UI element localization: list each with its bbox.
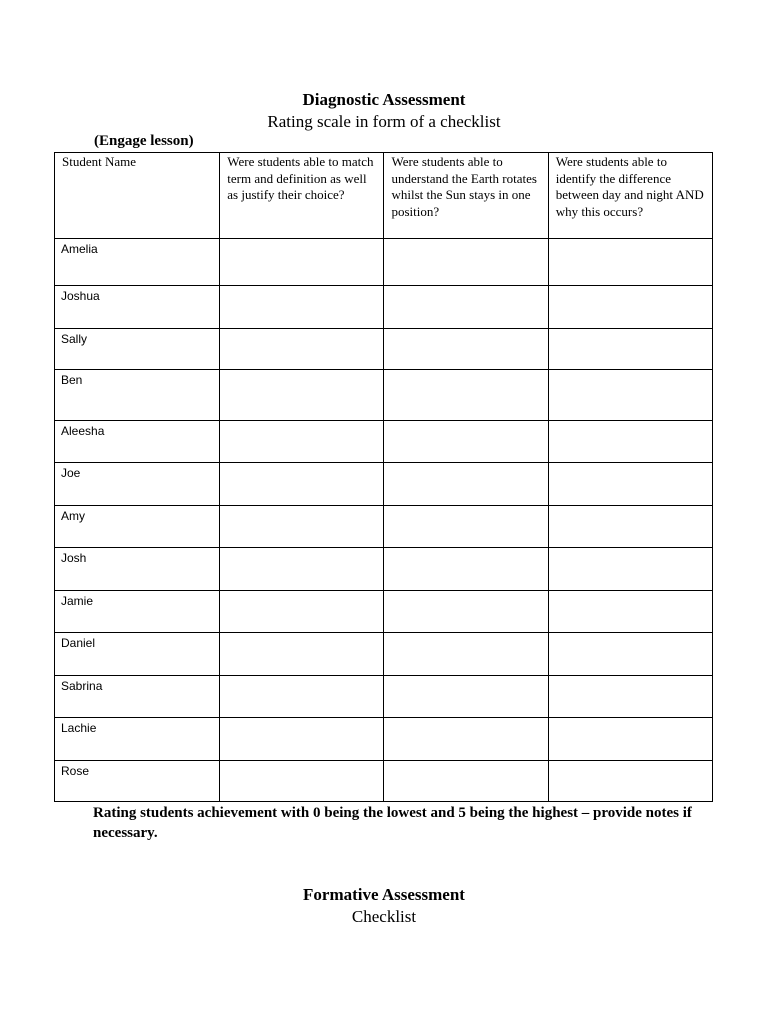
rating-cell-q1[interactable] [220,421,384,463]
rating-cell-q2[interactable] [384,329,548,370]
rating-cell-q2[interactable] [384,761,548,802]
rating-cell-q1[interactable] [220,506,384,548]
rating-cell-q2[interactable] [384,421,548,463]
student-name-cell: Sabrina [55,676,220,718]
rating-cell-q2[interactable] [384,286,548,329]
rating-cell-q1[interactable] [220,370,384,421]
student-name-cell: Ben [55,370,220,421]
rating-cell-q3[interactable] [548,591,712,633]
rating-cell-q1[interactable] [220,676,384,718]
student-name-cell: Sally [55,329,220,370]
rating-cell-q3[interactable] [548,239,712,286]
student-name-cell: Lachie [55,718,220,761]
table-row [55,329,713,370]
rating-cell-q1[interactable] [220,633,384,676]
student-name-cell: Josh [55,548,220,591]
diagnostic-title: Diagnostic Assessment [302,90,466,109]
table-row [55,506,713,548]
table-row [55,676,713,718]
formative-subtitle: Checklist [351,907,417,926]
rating-cell-q2[interactable] [384,633,548,676]
student-name-cell: Daniel [55,633,220,676]
student-name-cell: Aleesha [55,421,220,463]
rating-cell-q1[interactable] [220,463,384,506]
student-name-cell: Joshua [55,286,220,329]
rating-cell-q1[interactable] [220,718,384,761]
table-header-row [55,153,713,239]
table-row [55,463,713,506]
header-question-3: Were students able to identify the difference between day and night AND why this occurs? [548,153,712,239]
rating-cell-q2[interactable] [384,718,548,761]
lesson-label: (Engage lesson) [94,133,194,149]
table-row [55,633,713,676]
rating-cell-q2[interactable] [384,506,548,548]
rating-cell-q3[interactable] [548,676,712,718]
rating-cell-q2[interactable] [384,676,548,718]
rating-cell-q2[interactable] [384,463,548,506]
rating-cell-q3[interactable] [548,421,712,463]
student-name-cell: Rose [55,761,220,802]
rating-cell-q1[interactable] [220,591,384,633]
rating-cell-q1[interactable] [220,239,384,286]
rating-cell-q3[interactable] [548,548,712,591]
rating-cell-q2[interactable] [384,591,548,633]
rating-cell-q3[interactable] [548,718,712,761]
rating-cell-q3[interactable] [548,286,712,329]
rating-cell-q2[interactable] [384,239,548,286]
table-row [55,421,713,463]
table-row [55,718,713,761]
rating-cell-q3[interactable] [548,370,712,421]
header-question-1: Were students able to match term and definition as well as justify their choice? [220,153,384,239]
rating-cell-q3[interactable] [548,633,712,676]
table-row [55,761,713,802]
table-row [55,591,713,633]
student-name-cell: Jamie [55,591,220,633]
student-name-cell: Amelia [55,239,220,286]
rating-instructions: Rating students achievement with 0 being the lowest and 5 being the highest – provide notes if necessary. [93,805,692,841]
table-row [55,370,713,421]
header-question-2: Were students able to understand the Earth rotates whilst the Sun stays in one position? [384,153,548,239]
rating-cell-q3[interactable] [548,506,712,548]
header-student-name: Student Name [55,153,220,239]
rating-cell-q1[interactable] [220,548,384,591]
rating-cell-q1[interactable] [220,329,384,370]
rating-cell-q1[interactable] [220,286,384,329]
rating-cell-q3[interactable] [548,329,712,370]
rating-cell-q3[interactable] [548,761,712,802]
formative-title: Formative Assessment [303,885,465,904]
diagnostic-subtitle: Rating scale in form of a checklist [267,112,501,131]
rating-checklist-table [54,152,713,802]
table-row [55,239,713,286]
rating-cell-q1[interactable] [220,761,384,802]
table-row [55,548,713,591]
rating-cell-q3[interactable] [548,463,712,506]
student-name-cell: Joe [55,463,220,506]
rating-cell-q2[interactable] [384,548,548,591]
rating-cell-q2[interactable] [384,370,548,421]
table-row [55,286,713,329]
student-name-cell: Amy [55,506,220,548]
